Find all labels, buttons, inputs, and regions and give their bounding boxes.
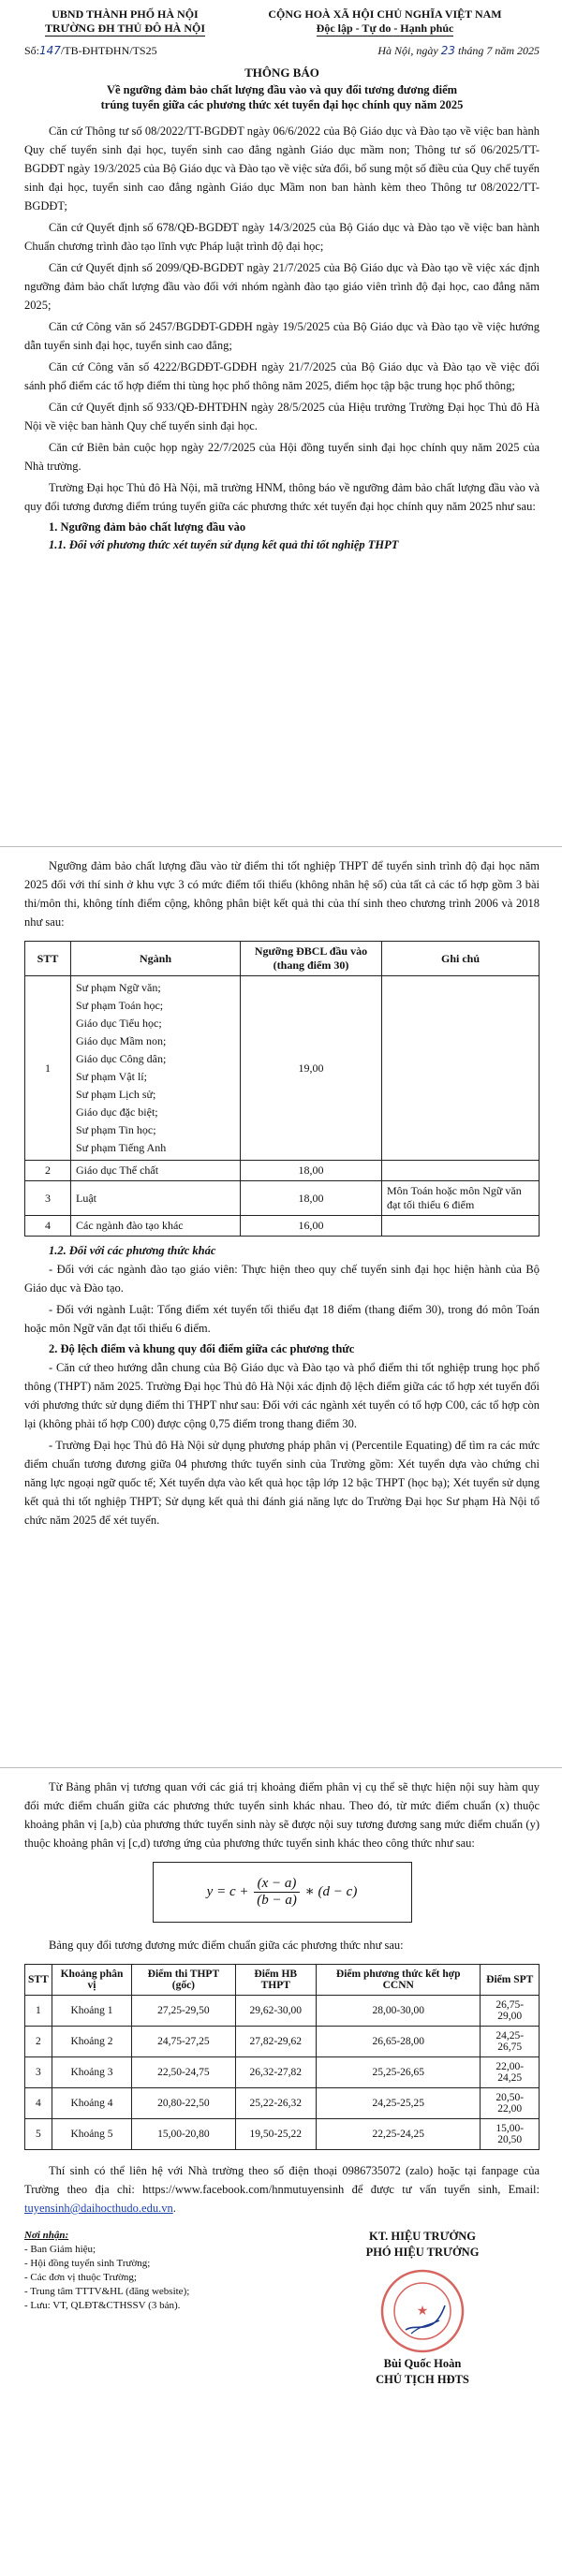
score-offset-paragraph: - Căn cứ theo hướng dẫn chung của Bộ Giáo dục và Đào tạo và phổ điểm thi tốt nghiệp trung học phổ thông (THPT) năm 2025. Trường Đại học Thủ đô Hà Nội xác định độ lệch điểm giữa các tổ hợp xét tuyển đối với phương thức sử dụng điểm thi THPT như sau: Đối với các ngành xét tuyển có tổ hợp C00, các tổ hợp còn lại (không phải tổ hợp C00) được cộng 0,75 điểm trong thang điểm 30. [24, 1361, 540, 1430]
interpolation-paragraph: Từ Bảng phân vị tương quan với các giá trị khoảng điểm phân vị cụ thể sẽ thực hiện nội suy hàm quy đổi mức điểm chuẩn giữa các phương thức tuyển sinh khác nhau. Theo đó, từ mức điểm chuẩn (x) thuộc khoảng phân vị [a,b) của phương thức tuyển sinh này sẽ được nội suy tương đương sang mức điểm chuẩn (y) thuộc khoảng phân vị [c,d) tương ứng của phương thức tuyển sinh khác theo công thức như sau: [24, 1780, 540, 1850]
column-header: Khoảng phân vị [52, 1965, 132, 1996]
signer-position: CHỦ TỊCH HĐTS [376, 2373, 469, 2386]
list-item: - Lưu: VT, QLĐT&CTHSSV (3 bản). [24, 2300, 181, 2311]
org-name: TRƯỜNG ĐH THỦ ĐÔ HÀ NỘI [44, 22, 205, 35]
section-2-heading: 2. Độ lệch điểm và khung quy đổi điểm giữa các phương thức [49, 1342, 355, 1355]
column-header: Ngưỡng ĐBCL đầu vào (thang điểm 30) [241, 942, 382, 976]
threshold-table [24, 941, 540, 1237]
section-1-2-heading: 1.2. Đối với các phương thức khác [49, 1244, 216, 1257]
section-1-1-heading: 1.1. Đối với phương thức xét tuyển sử dụng kết quả thi tốt nghiệp THPT [49, 538, 399, 551]
table-row: 3 Khoảng 3 22,50-24,75 26,32-27,82 25,25-26,65 22,00-24,25 [25, 2057, 540, 2088]
legal-basis: Căn cứ Quyết định số 933/QĐ-ĐHTĐHN ngày 28/5/2025 của Hiệu trưởng Trường Đại học Thủ đô Hà Nội về việc ban hành Quy chế tuyển sinh đại học. [24, 401, 540, 432]
document-meta [24, 44, 540, 58]
list-item: - Ban Giám hiệu; [24, 2244, 96, 2255]
list-item: - Các đơn vị thuộc Trường; [24, 2272, 137, 2283]
conversion-formula: y = c + $\frac{(x - a)}{(b - a)}$ ∗ (d − c) [153, 1862, 412, 1923]
official-seal-icon [379, 2268, 466, 2354]
column-header: Ngành [71, 942, 241, 976]
list-item: - Trung tâm TTTV&HL (đăng website); [24, 2286, 190, 2297]
list-item: - Hội đồng tuyển sinh Trường; [24, 2258, 151, 2269]
column-header: Điểm SPT [481, 1965, 540, 1996]
column-header: Ghi chú [382, 942, 540, 976]
intro-paragraph: Trường Đại học Thủ đô Hà Nội, mã trường HNM, thông báo về ngưỡng đảm bảo chất lượng đầu vào và quy đổi tương đương điểm trúng tuyển giữa các phương thức xét tuyển đại học chính quy năm 2025 như sau: [24, 481, 540, 513]
conversion-table [24, 1964, 540, 2150]
threshold-description: Ngưỡng đảm bảo chất lượng đầu vào từ điểm thi tốt nghiệp THPT để tuyển sinh trình độ đại học năm 2025 đối với thí sinh ở khu vực 3 có mức điểm tối thiểu (không nhân hệ số) của tất cả các tổ hợp gồm 3 bài thi/môn thi, không tính điểm cộng, không phân biệt kết quả thi của thí sinh theo chương trình 2006 và 2018 như sau: [24, 859, 540, 929]
column-header: STT [25, 1965, 52, 1996]
document-type: THÔNG BÁO [244, 66, 319, 80]
document-number: Số:147/TB-ĐHTĐHN/TS25 [24, 44, 157, 57]
conversion-table-intro: Bảng quy đổi tương đương mức điểm chuẩn giữa các phương thức như sau: [49, 1939, 404, 1952]
column-header: STT [25, 942, 71, 976]
legal-basis: Căn cứ Quyết định số 678/QĐ-BGDĐT ngày 14/3/2025 của Bộ Giáo dục và Đào tạo về việc ban hành Chuẩn chương trình đào tạo lĩnh vực Pháp luật trình độ đại học; [24, 221, 540, 253]
table-row: 4 Khoảng 4 20,80-22,50 25,22-26,32 24,25-25,25 20,50-22,00 [25, 2088, 540, 2119]
contact-email-link[interactable]: tuyensinh@daihocthudo.edu.vn [24, 2202, 173, 2215]
recipients-list: Nơi nhận: - Ban Giám hiệu; - Hội đồng tuyển sinh Trường; - Các đơn vị thuộc Trường; - Trung tâm TTTV&HL (đăng website); - Lưu: VT, QLĐT&CTHSSV (3 bản). [24, 2229, 268, 2388]
column-header: Điểm phương thức kết hợp CCNN [317, 1965, 481, 1996]
signature-block: KT. HIỆU TRƯỞNG PHÓ HIỆU TRƯỞNG ★ Bùi Quốc Hoàn CHỦ TỊCH HĐTS [305, 2229, 540, 2388]
legal-basis: Căn cứ Quyết định số 2099/QĐ-BGDĐT ngày 21/7/2025 của Bộ Giáo dục và Đào tạo về việc xác định ngưỡng đảm bảo chất lượng đầu vào đối với nhóm ngành đào tạo giáo viên trình độ đại học, cao đẳng năm 2025; [24, 261, 540, 312]
document-footer [24, 2229, 540, 2388]
table-row: 2 Giáo dục Thể chất 18,00 [25, 1161, 540, 1181]
svg-text:★: ★ [416, 2304, 429, 2319]
legal-basis: Căn cứ Công văn số 2457/BGDĐT-GDĐH ngày 19/5/2025 của Bộ Giáo dục và Đào tạo về việc hướng dẫn tuyển sinh đại học, tuyển sinh cao đẳng; [24, 320, 540, 352]
handwritten-day: 23 [440, 44, 455, 57]
column-header: Điểm thi THPT (gốc) [132, 1965, 235, 1996]
document-date: Hà Nội, ngày 23 tháng 7 năm 2025 [377, 44, 540, 57]
major-list: Sư phạm Ngữ văn; Sư phạm Toán học; Giáo dục Tiểu học; Giáo dục Mầm non; Giáo dục Công dân; Sư phạm Vật lí; Sư phạm Lịch sử; Giáo dục đặc biệt; Sư phạm Tin học; Sư phạm Tiếng Anh [71, 976, 241, 1161]
rule-teacher-majors: - Đối với các ngành đào tạo giáo viên: Thực hiện theo quy chế tuyển sinh đại học hiện hành của Bộ Giáo dục và Đào tạo. [24, 1263, 540, 1295]
table-row: 4 Các ngành đào tạo khác 16,00 [25, 1216, 540, 1237]
percentile-paragraph: - Trường Đại học Thủ đô Hà Nội sử dụng phương pháp phân vị (Percentile Equating) để tìm ra các mức điểm chuẩn tương đương giữa 04 phương thức tuyển sinh của Trường gồm: Xét tuyển dựa vào chứng chỉ năng lực ngoại ngữ quốc tế; Xét tuyển dựa vào kết quả học tập lớp 12 bậc THPT (học bạ); Xét tuyển sử dụng kết quả thi tốt nghiệp THPT; Sử dụng kết quả thi đánh giá năng lực do Trường Đại học Sư phạm Hà Nội tổ chức năm 2025 để xét tuyển. [24, 1439, 540, 1527]
page-part-2 [0, 846, 562, 1750]
legal-basis: Căn cứ Công văn số 4222/BGDĐT-GDĐH ngày 21/7/2025 của Bộ Giáo dục và Đào tạo về việc đối sánh phổ điểm các tổ hợp điểm thi tùng học phổ thông năm 2025, điểm học tập bậc trung học phổ thông; [24, 360, 540, 392]
formula-fraction: $\frac{(x - a)}{(b - a)}$ [254, 1876, 300, 1909]
contact-paragraph: Thí sinh có thể liên hệ với Nhà trường theo số điện thoại 0986735072 (zalo) hoặc tại fanpage của Trường theo địa chỉ: https://www.facebook.com/hnmutuyensinh để được tư vấn tuyển sinh, Email: tuyensinh@daihocthudo.edu.vn. [24, 2164, 540, 2215]
table-row: 1 Sư phạm Ngữ văn; Sư phạm Toán học; Giáo dục Tiểu học; Giáo dục Mầm non; Giáo dục Công dân; Sư phạm Vật lí; Sư phạm Lịch sử; Giáo dục đặc biệt; Sư phạm Tin học; Sư phạm Tiếng Anh 19,00 [25, 976, 540, 1161]
page-part-1 [0, 0, 562, 833]
table-header-row [25, 942, 540, 976]
table-row: 2 Khoảng 2 24,75-27,25 27,82-29,62 26,65-28,00 24,25-26,75 [25, 2027, 540, 2057]
motto-line: Độc lập - Tự do - Hạnh phúc [316, 22, 454, 35]
issuing-organization [24, 7, 226, 37]
nation-name: CỘNG HOÀ XÃ HỘI CHỦ NGHĨA VIỆT NAM [268, 7, 502, 21]
signer-name: Bùi Quốc Hoàn [383, 2357, 462, 2370]
national-motto [230, 7, 540, 37]
handwritten-number: 147 [39, 44, 61, 57]
document-header [24, 7, 540, 37]
column-header: Điểm HB THPT [235, 1965, 317, 1996]
table-row: 3 Luật 18,00 Môn Toán hoặc môn Ngữ văn đạt tối thiểu 6 điểm [25, 1181, 540, 1216]
org-parent: UBND THÀNH PHỐ HÀ NỘI [52, 7, 199, 21]
legal-basis: Căn cứ Thông tư số 08/2022/TT-BGDĐT ngày 06/6/2022 của Bộ Giáo dục và Đào tạo về việc ban hành Quy chế tuyển sinh đại học, tuyển sinh cao đẳng ngành Giáo dục mầm non; Thông tư số 06/2025/TT-BGDĐT ngày 19/3/2025 của Bộ Giáo dục và Đào tạo về việc sửa đổi, bổ sung một số điều của Quy chế tuyển sinh đại học, tuyển sinh cao đẳng ngành Giáo dục Mầm non ban hành kèm theo Thông tư 08/2022/TT-BGDĐT; [24, 124, 540, 212]
section-1-heading: 1. Ngưỡng đảm bảo chất lượng đầu vào [49, 520, 246, 534]
document-title: Về ngưỡng đảm bảo chất lượng đầu vào và quy đổi tương đương điểm trúng tuyển giữa các phương thức xét tuyển đại học chính quy năm 2025 [100, 83, 464, 111]
rule-law-major: - Đối với ngành Luật: Tổng điểm xét tuyển tối thiểu đạt 18 điểm (thang điểm 30), trong đó môn Toán hoặc môn Ngữ văn đạt tối thiểu 6 điểm. [24, 1303, 540, 1335]
page-part-3 [0, 1767, 562, 2576]
table-header-row [25, 1965, 540, 1996]
table-row: 5 Khoảng 5 15,00-20,80 19,50-25,22 22,25-24,25 15,00-20,50 [25, 2119, 540, 2150]
table-row: 1 Khoảng 1 27,25-29,50 29,62-30,00 28,00-30,00 26,75-29,00 [25, 1996, 540, 2027]
legal-basis: Căn cứ Biên bản cuộc họp ngày 22/7/2025 của Hội đồng tuyển sinh đại học chính quy năm 2025 của Nhà trường. [24, 441, 540, 473]
